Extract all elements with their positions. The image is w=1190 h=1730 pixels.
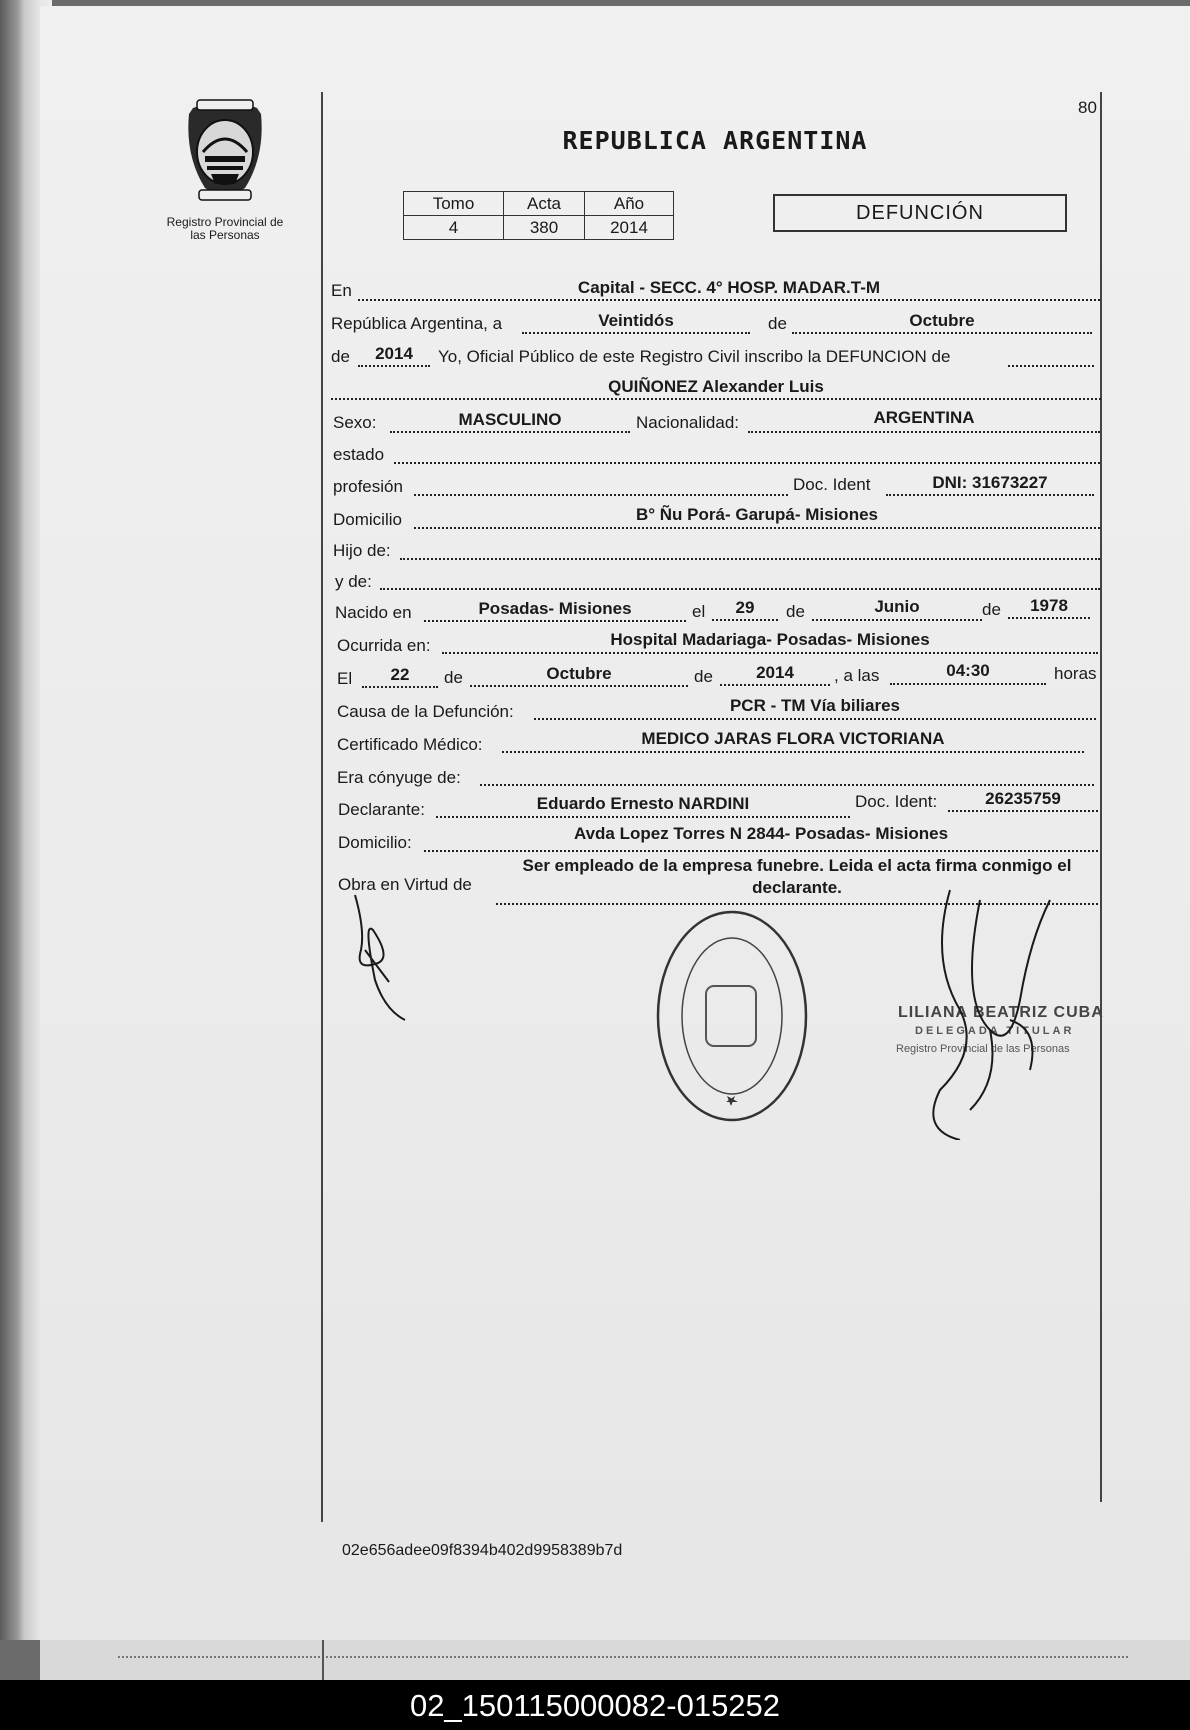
act-type-box: DEFUNCIÓN [773, 194, 1067, 232]
domicilio-line [414, 527, 1100, 529]
domicilio-label: Domicilio [333, 510, 402, 529]
declarant-signature-icon [345, 890, 425, 1030]
ocurrida-value: Hospital Madariaga- Posadas- Misiones [610, 630, 930, 649]
month-line [792, 332, 1092, 334]
nacionalidad-line [748, 431, 1100, 433]
nacionalidad-label: Nacionalidad: [636, 413, 740, 432]
left-margin-line [321, 92, 323, 1522]
obra-line1: Ser empleado de la empresa funebre. Leida el acta firma conmigo el [522, 856, 1072, 875]
en-label: En [331, 281, 352, 300]
death-month: Octubre [546, 664, 612, 683]
official-stamp-line3: Registro Provincial de las Personas [896, 1043, 1070, 1055]
en-value: Capital - SECC. 4° HOSP. MADAR.T-M [577, 278, 881, 297]
estado-line [394, 462, 1100, 464]
y-de-label: y de: [335, 572, 372, 591]
birth-year-line [1008, 617, 1090, 619]
obra-line2: declarante. [752, 878, 842, 897]
conyuge-line [480, 784, 1094, 786]
day-line [522, 332, 750, 334]
registry-round-stamp-icon [652, 906, 812, 1126]
lower-page-line [322, 1640, 324, 1680]
declarante-value: Eduardo Ernesto NARDINI [536, 794, 750, 813]
causa-line [534, 718, 1096, 720]
sexo-line [390, 431, 630, 433]
official-signature-icon [920, 880, 1070, 1140]
bottom-code: 02_150115000082-015252 [409, 1688, 781, 1723]
provincial-seal-icon [175, 96, 275, 208]
horas-label: horas [1054, 664, 1097, 683]
year-line [358, 365, 430, 367]
de-label-6: de [694, 667, 713, 686]
de-label-4: de [982, 600, 1001, 619]
domicilio2-label: Domicilio: [338, 833, 412, 852]
official-stamp-line2: DELEGADA TITULAR [915, 1025, 1075, 1037]
name-line [331, 398, 1101, 400]
domicilio-value: B° Ñu Porá- Garupá- Misiones [635, 505, 878, 524]
year-value: 2014 [375, 344, 413, 363]
ocurrida-label: Ocurrida en: [337, 636, 431, 655]
estado-label: estado [333, 445, 385, 464]
official-stamp-line1: LILIANA BEATRIZ CUBA [898, 1004, 1104, 1021]
doc2-value: 26235759 [985, 789, 1061, 808]
day-words: Veintidós [598, 311, 674, 330]
de-label-2: de [331, 347, 350, 366]
de-label-1: de [768, 314, 787, 333]
de-label-3: de [786, 602, 805, 621]
sexo-value: MASCULINO [458, 410, 562, 429]
domicilio2-value: Avda Lopez Torres N 2844- Posadas- Misiones [573, 824, 949, 843]
birth-day: 29 [735, 598, 755, 617]
doc2-line [948, 810, 1098, 812]
causa-value: PCR - TM Vía biliares [729, 696, 901, 715]
table-header-acta: Acta [504, 192, 585, 216]
el-label: el [692, 602, 706, 621]
inscribo-text: Yo, Oficial Público de este Registro Civil inscribo la DEFUNCION de [438, 347, 951, 366]
doc2-label: Doc. Ident: [855, 792, 938, 811]
death-year-line [720, 684, 830, 686]
page-below [40, 1640, 1190, 1680]
table-header-anio: Año [585, 192, 674, 216]
nacionalidad-value: ARGENTINA [873, 408, 975, 427]
seal-caption [155, 216, 295, 242]
table-value-anio: 2014 [585, 216, 674, 240]
birth-day-line [712, 619, 778, 621]
deceased-name: QUIÑONEZ Alexander Luis [608, 377, 824, 396]
alas-label: , a las [834, 666, 880, 685]
table-value-tomo: 4 [404, 216, 504, 240]
birth-month-line [812, 619, 982, 621]
birth-month: Junio [874, 597, 920, 616]
registry-table [403, 191, 674, 240]
page-title: REPUBLICA ARGENTINA [562, 126, 868, 155]
obra-label: Obra en Virtud de [338, 875, 472, 894]
right-margin-line [1100, 92, 1102, 1502]
certificado-value: MEDICO JARAS FLORA VICTORIANA [641, 729, 945, 748]
table-header-tomo: Tomo [404, 192, 504, 216]
declarante-line [436, 816, 850, 818]
inscribo-line [1008, 365, 1094, 367]
en-line [358, 299, 1100, 301]
doc-ident-label: Doc. Ident [793, 475, 871, 494]
hijo-de-label: Hijo de: [333, 541, 391, 560]
y-de-line [380, 588, 1100, 590]
ocurrida-line [442, 652, 1098, 654]
seal-caption-line1: Registro Provincial de [166, 215, 284, 229]
month-value: Octubre [909, 311, 975, 330]
profesion-line [414, 494, 788, 496]
domicilio2-line [424, 850, 1098, 852]
seal-caption-line2: las Personas [190, 228, 260, 242]
table-value-acta: 380 [504, 216, 585, 240]
certificado-label: Certificado Médico: [337, 735, 483, 754]
causa-label: Causa de la Defunción: [337, 702, 514, 721]
doc-ident-value: DNI: 31673227 [932, 473, 1048, 492]
death-month-line [470, 685, 688, 687]
death-day-line [362, 686, 438, 688]
doc-ident-line [886, 494, 1094, 496]
lower-page-dots [118, 1656, 1128, 1658]
republica-label: República Argentina, a [331, 314, 503, 333]
death-time-line [890, 683, 1046, 685]
certificado-line [502, 751, 1084, 753]
el2-label: El [337, 669, 353, 688]
death-time: 04:30 [946, 661, 990, 680]
nacido-label: Nacido en [335, 603, 412, 622]
nacido-value: Posadas- Misiones [478, 599, 632, 618]
death-year: 2014 [756, 663, 794, 682]
conyuge-label: Era cónyuge de: [337, 768, 461, 787]
document-hash: 02e656adee09f8394b402d9958389b7d [342, 1542, 623, 1559]
death-day: 22 [390, 665, 410, 684]
page-number: 80 [1078, 98, 1097, 117]
hijo-de-line [400, 558, 1100, 560]
nacido-line [424, 620, 686, 622]
sexo-label: Sexo: [333, 413, 377, 432]
de-label-5: de [444, 668, 463, 687]
declarante-label: Declarante: [338, 800, 425, 819]
birth-year: 1978 [1030, 596, 1068, 615]
profesion-label: profesión [333, 477, 403, 496]
